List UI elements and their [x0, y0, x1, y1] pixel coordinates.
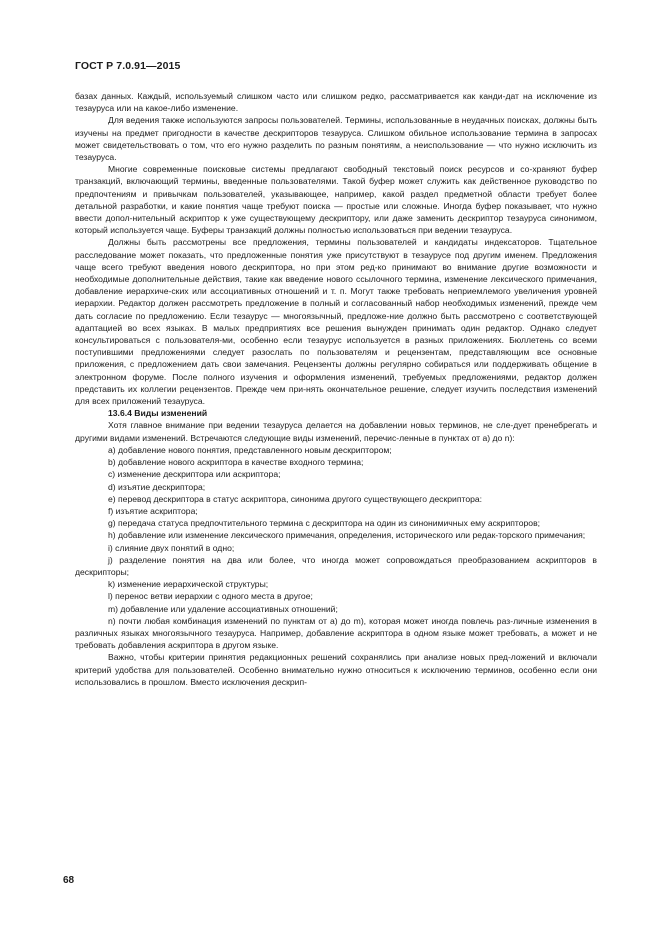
list-item: c) изменение дескриптора или аскриптора; [108, 469, 281, 480]
paragraph: Хотя главное внимание при ведении тезауруса делается на добавлении новых терминов, не сле-дует пренебрегать и другими видами изменений. Встречаются следующие виды изменений, перечис-ленные в пунктах от a) до n): [75, 420, 597, 443]
standard-header: ГОСТ Р 7.0.91—2015 [75, 60, 181, 72]
list-item: a) добавление нового понятия, представленного новым дескриптором; [108, 444, 392, 455]
list-item: b) добавление нового аскриптора в качестве входного термина; [108, 457, 364, 468]
list-item: k) изменение иерархической структуры; [108, 579, 269, 590]
paragraph: Многие современные поисковые системы предлагают свободный текстовый поиск ресурсов и со-храняют буфер транзакций, включающий термины, введенные пользователями. Такой буфер может служить как действенное руководство по предпочтениям и привычкам пользователей, указывающее, например, какой раздел предметной области требует более детальной разработки, и какие понятия чаще требуют поиска — простые или сложные. Иногда буфер показывает, что нужно ввести допол-нительный аскриптор к уже существующему дескриптору, или даже заменить дескриптор тезауруса синонимом, который используется чаще. Буферы транзакций должны полностью использоваться при ведении тезауруса. [75, 164, 597, 236]
list-item: d) изъятие дескриптора; [108, 481, 206, 492]
list-item: e) перевод дескриптора в статус аскриптора, синонима другого существующего дескриптора: [108, 493, 483, 504]
list-item: m) добавление или удаление ассоциативных отношений; [108, 603, 338, 614]
paragraph: Должны быть рассмотрены все предложения, термины пользователей и кандидаты индексаторов. Тщательное расследование может показать, что предложенные понятия уже присутствуют в тезаурусе под другим именем. Предложения чаще всего требуют введения нового дескриптора, но при этом ред-ко принимают во внимание другие возможности и необходимые дополнительные действия, такие как введение нового ссылочного термина, изменение лексического примечания, добавление иерархиче-ских или ассоциативных отношений и т. п. Могут также требовать неприемлемого увеличения уровней иерархии. Редактор должен рассмотреть предложение в полный и согласованный набор необходимых изменений, прежде чем дать согласие по предложению. Если тезаурус — многоязычный, предложе-ние должно быть рассмотрено с соответствующей адаптацией во всех языках. В малых предприятиях все решения вынужден принимать один редактор. Однако следует консультироваться с пользователя-ми, особенно если тезаурус используется в разных приложениях. Бюллетень со всеми поступившими предложениями следует разослать по пользователям и рецензентам, представляющим все основные приложения, с предложением дать свои замечания. Рецензенты должны регулярно собираться или поддерживать общение в электронном форуме. После полного изучения и оформления изменений, требуемых предложениями, редактор должен представить их коллегии рецензентов. Прежде чем при-нять окончательное решение, следует изучить последствия изменений для всех приложений тезауруса. [75, 237, 597, 407]
body-text [75, 90, 597, 688]
section-heading: 13.6.4 Виды изменений [108, 408, 208, 419]
list-item: i) слияние двух понятий в одно; [108, 542, 235, 553]
paragraph: Важно, чтобы критерии принятия редакционных решений сохранялись при анализе новых пред-ложений и включали критерий удобства для пользователей. Особенно внимательно нужно относиться к исключению терминов, особенно если они использовались в прошлом. Вместо исключения дескрип- [75, 652, 597, 687]
list-item: g) передача статуса предпочтительного термина с дескриптора на один из синонимичных ему аскрипторов; [108, 518, 541, 529]
list-item: j) разделение понятия на два или более, что иногда может сопровождаться преобразованием аскрипторов в дескрипторы; [75, 554, 597, 577]
list-item: h) добавление или изменение лексического примечания, определения, исторического или редак-торского примечания; [108, 530, 586, 541]
paragraph: Для ведения также используются запросы пользователей. Термины, использованные в неудачных поисках, должны быть изучены на предмет пригодности в качестве дескрипторов тезауруса. Слишком обильное использование термина в запросах может свидетельствовать о том, что его нужно разделить по разным понятиям, а неиспользование — что нужно исключить из тезауруса. [75, 115, 597, 163]
list-item: n) почти любая комбинация изменений по пунктам от a) до m), которая может иногда повлечь раз-личные изменения в различных языках многоязычного тезауруса. Например, добавление аскриптора в одном языке может требовать, а может и не требовать добавления аскриптора в другом языке. [75, 615, 597, 651]
list-item: l) перенос ветви иерархии с одного места в другое; [108, 591, 313, 602]
paragraph: базах данных. Каждый, используемый слишком часто или слишком редко, рассматривается как канди-дат на исключение из тезауруса или на какое-либо изменение. [75, 91, 597, 114]
list-item: f) изъятие аскриптора; [108, 505, 198, 516]
page-number: 68 [63, 875, 75, 886]
